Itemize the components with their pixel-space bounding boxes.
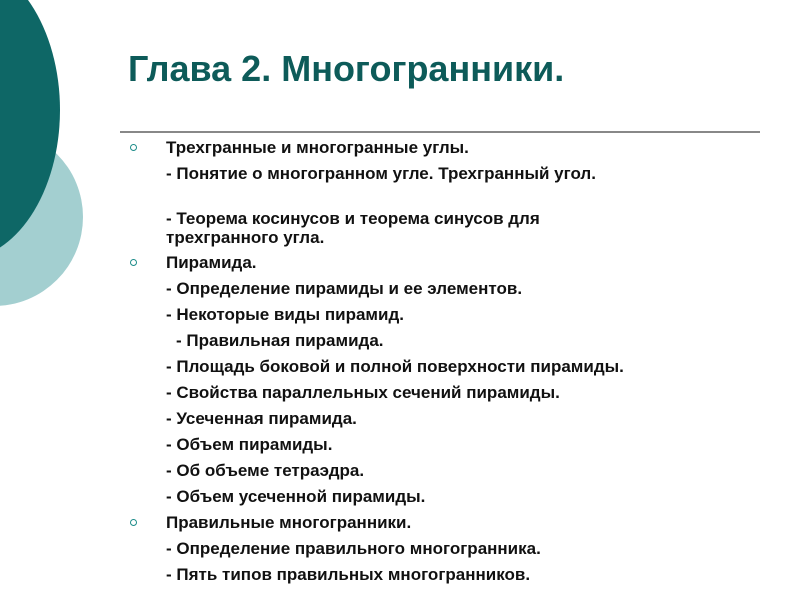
- list-subitem-label: - Объем усеченной пирамиды.: [166, 487, 426, 506]
- list-item: [128, 253, 788, 273]
- bullet-circle-icon: [130, 519, 137, 526]
- list-subitem: [128, 409, 788, 429]
- list-item-label: Правильные многогранники.: [166, 513, 412, 532]
- bullet-list: [128, 138, 788, 585]
- list-subitem: [128, 565, 788, 585]
- list-subitem-label: - Об объеме тетраэдра.: [166, 461, 365, 480]
- list-subitem: [128, 357, 788, 377]
- list-subitem-label: - Пять типов правильных многогранников.: [166, 565, 531, 584]
- list-subitem: [128, 539, 788, 559]
- bullet-circle-icon: [130, 144, 137, 151]
- list-subitem-label: - Правильная пирамида.: [176, 331, 384, 350]
- list-subitem: [128, 487, 788, 507]
- list-subitem: [128, 190, 788, 247]
- list-subitem: [128, 383, 788, 403]
- list-subitem: [128, 305, 788, 325]
- list-item: [128, 513, 788, 533]
- list-subitem: [128, 461, 788, 481]
- list-item-label: Пирамида.: [166, 253, 257, 272]
- list-subitem: [128, 279, 788, 299]
- list-item: [128, 138, 788, 158]
- list-subitem-label: - Усеченная пирамида.: [166, 409, 357, 428]
- list-subitem-label: - Теорема косинусов и теорема синусов для трехгранного угла.: [166, 209, 540, 247]
- list-subitem: [128, 164, 788, 184]
- list-subitem-label: - Некоторые виды пирамид.: [166, 305, 404, 324]
- list-subitem: [128, 435, 788, 455]
- list-subitem-label: - Определение пирамиды и ее элементов.: [166, 279, 523, 298]
- list-subitem-label: - Определение правильного многогранника.: [166, 539, 541, 558]
- list-subitem-label: - Свойства параллельных сечений пирамиды.: [166, 383, 560, 402]
- list-subitem-label: - Объем пирамиды.: [166, 435, 333, 454]
- bullet-circle-icon: [130, 259, 137, 266]
- slide-title: Глава 2. Многогранники.: [128, 48, 565, 89]
- list-subitem: [128, 331, 788, 351]
- list-item-label: Трехгранные и многогранные углы.: [166, 138, 469, 157]
- list-subitem-label: - Площадь боковой и полной поверхности пирамиды.: [166, 357, 624, 376]
- list-subitem-label: - Понятие о многогранном угле. Трехгранный угол.: [166, 164, 596, 183]
- title-divider: [120, 131, 760, 133]
